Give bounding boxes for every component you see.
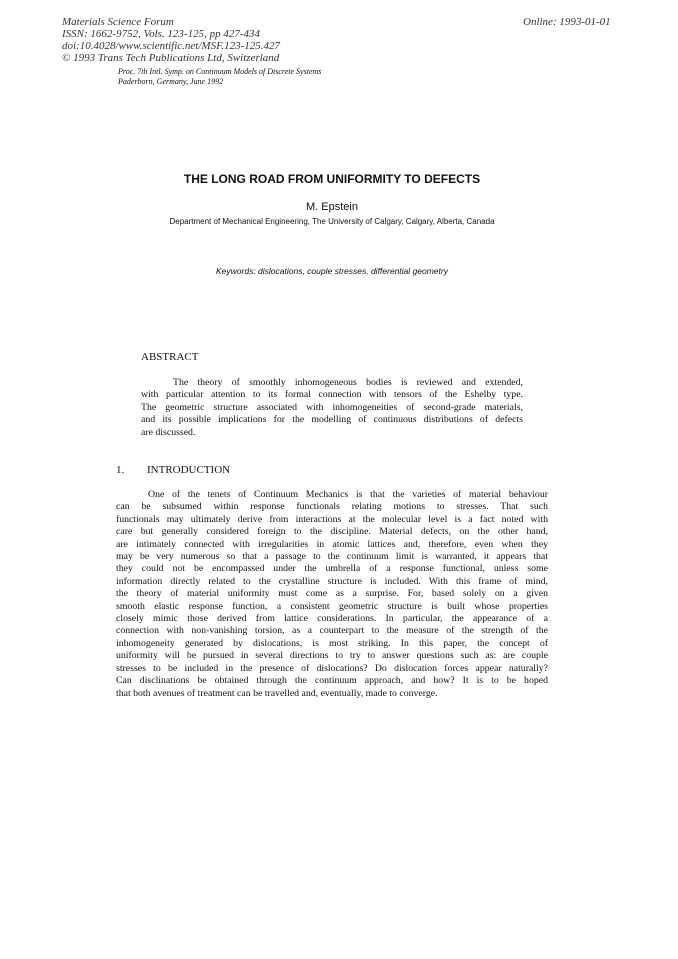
paper-title: THE LONG ROAD FROM UNIFORMITY TO DEFECTS	[183, 172, 481, 186]
issn-line: ISSN: 1662-9752, Vols. 123-125, pp 427-434	[62, 28, 260, 40]
introduction-body	[116, 489, 548, 700]
intro-line: they could not be encompassed under the umbrella of a response functional, unless some	[116, 563, 548, 575]
abstract-line: The geometric structure associated with inhomogeneities of second-grade materials,	[141, 401, 523, 413]
intro-line: connection with non-vanishing torsion, as a counterpart to the measure of the strength of the	[116, 625, 548, 637]
intro-line: the theory of material uniformity must come as a surprise. For, based solely on a given	[116, 588, 548, 600]
intro-line: that both avenues of treatment can be travelled and, eventually, made to converge.	[116, 687, 438, 699]
paper-author: M. Epstein	[306, 201, 358, 213]
intro-line: can be subsumed within response functionals relating motions to stresses. That such	[116, 501, 548, 513]
intro-line: care but generally considered foreign to the discipline. Material defects, on the other hand,	[116, 526, 548, 538]
abstract-line: are discussed.	[141, 426, 196, 438]
intro-line: closely mimic those derived from lattice considerations. In particular, the appearance of a	[116, 613, 548, 625]
proceedings-line-2: Paderborn, Germany, June 1992	[118, 77, 224, 86]
intro-line: One of the tenets of Continuum Mechanics is that the varieties of material behaviour	[148, 489, 548, 500]
intro-line: uniformity will be pursued in several directions to try to answer questions such as: are couple	[116, 650, 548, 662]
abstract-line: and its possible implications for the modelling of continuous distributions of defects	[141, 414, 523, 426]
intro-line: functionals may ultimately derive from interactions at the molecular level is a fact noted with	[116, 513, 548, 525]
intro-line: information directly related to the crystalline structure is included. With this frame of mind,	[116, 575, 548, 587]
abstract-body	[141, 377, 523, 439]
intro-line: are intimately connected with irregularities in atomic lattices and, therefore, even when they	[116, 538, 548, 550]
intro-line: may be very numerous so that a passage to the continuum limit is warranted, it appears that	[116, 551, 548, 563]
copyright-line: © 1993 Trans Tech Publications Ltd, Switzerland	[62, 52, 280, 64]
online-date: Online: 1993-01-01	[523, 16, 611, 28]
intro-line: smooth elastic response function, a consistent geometric structure is built whose properties	[116, 600, 548, 612]
intro-line: Can disclinations be obtained through the continuum approach, and how? It is to be hoped	[116, 675, 548, 687]
abstract-line: with particular attention to its formal connection with tensors of the Eshelby type.	[141, 389, 523, 401]
intro-line: inhomogeneity generated by dislocations, is most striking. In this paper, the concept of	[116, 637, 548, 649]
section-number: 1.	[116, 464, 125, 476]
abstract-line: The theory of smoothly inhomogeneous bodies is reviewed and extended,	[173, 377, 523, 388]
keywords: Keywords: dislocations, couple stresses, differential geometry	[216, 266, 448, 276]
introduction-heading: INTRODUCTION	[147, 464, 231, 476]
doi-link[interactable]: doi:10.4028/www.scientific.net/MSF.123-125.427	[62, 40, 281, 52]
intro-line: stresses to be included in the presence of dislocations? Do dislocation forces appear naturally?	[116, 662, 548, 674]
abstract-heading: ABSTRACT	[141, 351, 199, 363]
author-affiliation: Department of Mechanical Engineering, The University of Calgary, Calgary, Alberta, Canada	[169, 217, 495, 226]
journal-name: Materials Science Forum	[62, 16, 174, 28]
proceedings-line-1: Proc. 7th Intl. Symp. on Continuum Models of Discrete Systems	[118, 67, 322, 76]
